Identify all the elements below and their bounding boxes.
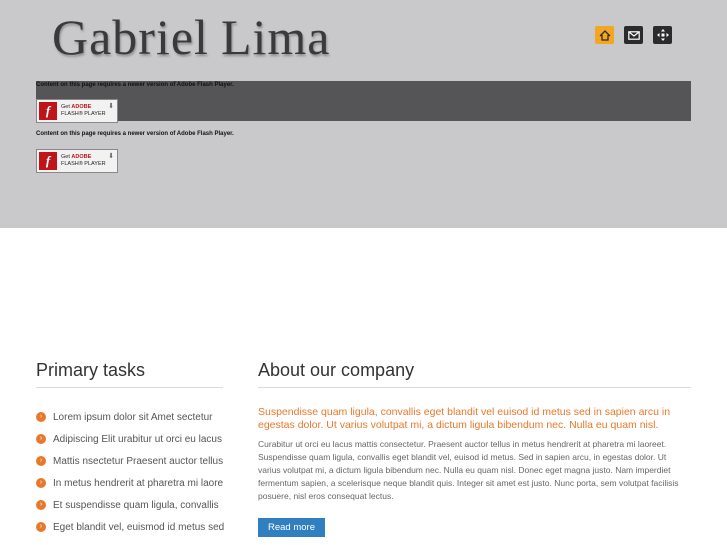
mail-icon[interactable] bbox=[624, 26, 643, 44]
sitemap-icon[interactable] bbox=[653, 26, 672, 44]
arrow-bullet-icon: › bbox=[36, 456, 46, 466]
list-item[interactable] bbox=[36, 472, 223, 494]
site-logo[interactable] bbox=[52, 8, 330, 66]
list-item-label: Et suspendisse quam ligula, convallis bbox=[53, 499, 219, 511]
list-item[interactable] bbox=[36, 406, 223, 428]
about-lead-text: Suspendisse quam ligula, convallis eget blandit vel euisod id metus sed in sapien arcu in egestas dolor. Ut varius volutpat mi, a dictum ligula bibendum nec. Nulla eu quam nisl. bbox=[258, 406, 671, 431]
download-arrow-icon: ⬇ bbox=[108, 103, 114, 110]
flash-logo-icon: f bbox=[39, 152, 57, 170]
read-more-button[interactable]: Read more bbox=[258, 518, 325, 537]
arrow-bullet-icon: › bbox=[36, 500, 46, 510]
about-heading: About our company bbox=[258, 360, 691, 388]
nav-icons bbox=[595, 26, 672, 44]
flash-logo-icon: f bbox=[39, 102, 57, 120]
flash-message: Content on this page requires a newer version of Adobe Flash Player. bbox=[36, 131, 234, 137]
logo-last-name: Lima bbox=[220, 9, 331, 65]
arrow-bullet-icon: › bbox=[36, 434, 46, 444]
about-body-text: Curabitur ut orci eu lacus mattis consectetur. Praesent auctor tellus in metus hendrerit at pharetra mi laoreet. Suspendisse quam ligula, convallis eget blandit vel, euisod id metus. Sed in sapien arcu, in egestas dolor. Ut varius volutpat mi, a dictum ligula bibendum nec. Nulla eu quam nisl. Donec eget magna justo. Nam imperdiet fermentum sapien, a scelerisque neque blandit quis. Integer sit amet est justo. Nunc porta, sem volutpat facilisis posuere, nisl eros consequat lectus. bbox=[258, 439, 679, 501]
list-item[interactable] bbox=[36, 494, 223, 516]
list-item[interactable] bbox=[36, 516, 223, 538]
list-item-label: Eget blandit vel, euismod id metus sed bbox=[53, 521, 225, 533]
download-arrow-icon: ⬇ bbox=[108, 153, 114, 160]
list-item-label: In metus hendrerit at pharetra mi laore bbox=[53, 477, 224, 489]
get-flash-player-button[interactable] bbox=[36, 99, 118, 123]
arrow-bullet-icon: › bbox=[36, 478, 46, 488]
list-item-label: Mattis nsectetur Praesent auctor tellus bbox=[53, 455, 224, 467]
arrow-bullet-icon: › bbox=[36, 522, 46, 532]
flash-message: Content on this page requires a newer version of Adobe Flash Player. bbox=[36, 82, 234, 88]
arrow-bullet-icon: › bbox=[36, 412, 46, 422]
primary-tasks-heading: Primary tasks bbox=[36, 360, 223, 388]
flash-badge-text: Get ADOBE FLASH® PLAYER bbox=[61, 104, 106, 117]
list-item-label: Lorem ipsum dolor sit Amet sectetur bbox=[53, 411, 213, 423]
list-item[interactable] bbox=[36, 450, 223, 472]
home-icon[interactable] bbox=[595, 26, 614, 44]
logo-first-name: Gabriel bbox=[52, 9, 209, 65]
primary-tasks-list bbox=[36, 406, 223, 538]
primary-tasks-section bbox=[36, 360, 223, 538]
list-item-label: Adipiscing Elit urabitur ut orci eu lacus bbox=[53, 433, 222, 445]
get-flash-player-button[interactable] bbox=[36, 149, 118, 173]
list-item[interactable] bbox=[36, 428, 223, 450]
about-section bbox=[258, 360, 691, 537]
header bbox=[0, 0, 727, 228]
flash-badge-text: Get ADOBE FLASH® PLAYER bbox=[61, 154, 106, 167]
